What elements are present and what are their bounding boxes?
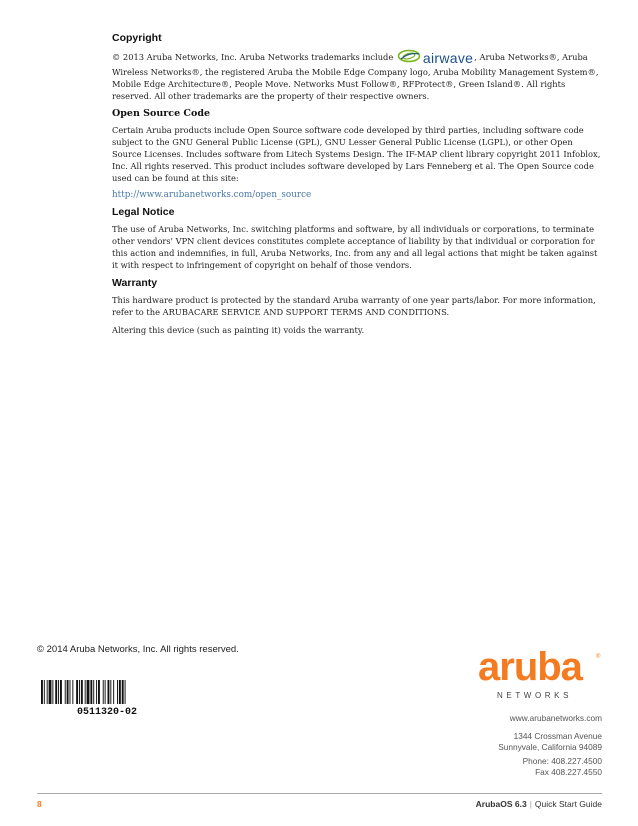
barcode-bar (76, 680, 78, 704)
main-content (112, 32, 604, 342)
open-source-link[interactable]: http://www.arubanetworks.com/open_source (112, 190, 312, 200)
copyright-heading: Copyright (112, 32, 162, 44)
legal-heading: Legal Notice (112, 206, 175, 218)
barcode-bar (58, 680, 59, 704)
barcode-bar (41, 680, 43, 704)
airwave-logo-text: airwave (422, 50, 474, 66)
aruba-logo-registered: ® (596, 654, 601, 660)
barcode-bar (108, 680, 110, 704)
copyright-text-start: © 2013 Aruba Networks, Inc. Aruba Networks trademarks include (112, 52, 394, 62)
barcode-icon (41, 680, 157, 704)
address-street: 1344 Crossman Avenue (513, 731, 602, 741)
rights-reserved-line: © 2014 Aruba Networks, Inc. All rights reserved. (37, 644, 239, 655)
barcode-bar (52, 680, 53, 704)
barcode-bar (65, 680, 66, 704)
airwave-swoosh-icon (397, 49, 423, 63)
airwave-logo (397, 49, 473, 66)
barcode-bar (60, 680, 62, 704)
copyright-text-end: , Aruba Networks®, Aruba Wireless Networks®, the registered Aruba the Mobile Edge Company logo, Aruba Mobility Management System®, Mobile Edge Architecture®, People Move. Networks Must Follow®, RFProtect®, Green Island®. All rights reserved. All other trademarks are the property of their respective owners. (112, 52, 599, 101)
aruba-logo: aruba (478, 645, 582, 689)
barcode-bar (49, 680, 52, 704)
barcode-bar (96, 680, 97, 704)
barcode-bar (81, 680, 83, 704)
fax-number: Fax 408.227.4550 (535, 767, 602, 777)
barcode-bar (93, 680, 94, 704)
open-source-heading: Open Source Code (112, 108, 211, 119)
address-city: Sunnyvale, California 94089 (498, 742, 602, 752)
barcode-bar (44, 680, 45, 704)
footer-title (476, 799, 602, 809)
barcode-bar (122, 680, 124, 704)
barcode-bar (103, 680, 104, 704)
footer-divider (37, 793, 602, 794)
barcode-bar (72, 680, 73, 704)
footer-separator: | (529, 799, 532, 809)
barcode-bar (90, 680, 92, 704)
warranty-text: This hardware product is protected by the standard Aruba warranty of one year parts/labor. For more information, refer to the ARUBACARE SERVICE AND SUPPORT TERMS AND CONDITIONS. (112, 295, 596, 317)
aruba-logo-networks: NETWORKS (497, 691, 573, 700)
barcode-bar (113, 680, 114, 704)
barcode-bar (55, 680, 57, 704)
barcode-number: 0511320-02 (77, 707, 138, 718)
barcode-bar (67, 680, 69, 704)
barcode-bar (70, 680, 71, 704)
barcode-bar (117, 680, 118, 704)
barcode-bar (98, 680, 100, 704)
warranty-heading: Warranty (112, 277, 158, 289)
barcode-bar (119, 680, 121, 704)
barcode-bar (125, 680, 126, 704)
footer-product: ArubaOS 6.3 (475, 799, 527, 809)
legal-text: The use of Aruba Networks, Inc. switching platforms and software, by all individuals or corporations, to terminate other vendors' VPN client devices constitutes complete acceptance of liability by that individual or corporation for this action and indemnifies, in full, Aruba Networks, Inc. from any and all legal actions that might be taken against it with respect to infringement of copyright on behalf of those vendors. (112, 224, 598, 270)
page-number: 8 (37, 799, 42, 809)
copyright-text (112, 49, 604, 102)
barcode-bar (87, 680, 90, 704)
barcode-bar (105, 680, 106, 704)
barcode-bar (79, 680, 80, 704)
barcode-bar (47, 680, 48, 704)
warranty-altering-text: Altering this device (such as painting it) voids the warranty. (112, 325, 365, 335)
barcode-bar (110, 680, 111, 704)
barcode-bar (85, 680, 86, 704)
footer-guide: Quick Start Guide (534, 799, 602, 809)
phone-number: Phone: 408.227.4500 (522, 756, 602, 766)
open-source-text: Certain Aruba products include Open Source software code developed by third parties, including software code subject to the GNU General Public License (GPL), GNU Lesser General Public License (LGPL), or other Open Source Licenses. Includes software from Litech Systems Design. The IF-MAP client library copyright 2011 Infoblox, Inc. All rights reserved. This product includes software developed by Lars Fenneberg et al. The Open Source code used can be found at this site: (112, 125, 601, 183)
website: www.arubanetworks.com (509, 713, 602, 723)
